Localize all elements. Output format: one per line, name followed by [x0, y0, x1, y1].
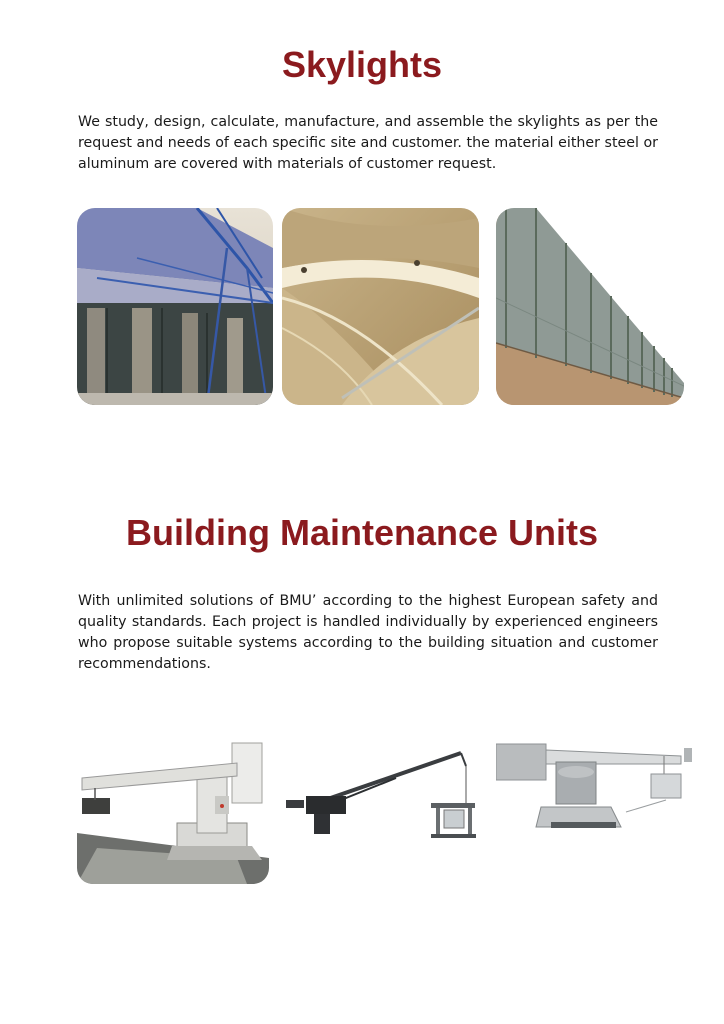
bmu-gray-unit-photo: [496, 742, 692, 844]
bmu-title: Building Maintenance Units: [125, 512, 599, 553]
perforated-fence-photo: [496, 208, 684, 405]
tensile-canopy-photo: [282, 208, 479, 405]
skylights-title: Skylights: [281, 44, 443, 85]
bmu-description: With unlimited solutions of BMU’ according to the highest European safety and quality standards. Each project is handled individually by experienced engineers who propose suitable systems according to the building situation and customer recommendations.: [78, 593, 658, 672]
bmu-crane-arm-photo: [286, 748, 478, 844]
bmu-machine-photo: [77, 738, 269, 884]
skylight-facade-photo: [77, 208, 273, 405]
skylights-description: We study, design, calculate, manufacture, and assemble the skylights as per the request and needs of each specific site and customer. the material either steel or aluminum are covered with materials of customer request.: [78, 114, 658, 172]
